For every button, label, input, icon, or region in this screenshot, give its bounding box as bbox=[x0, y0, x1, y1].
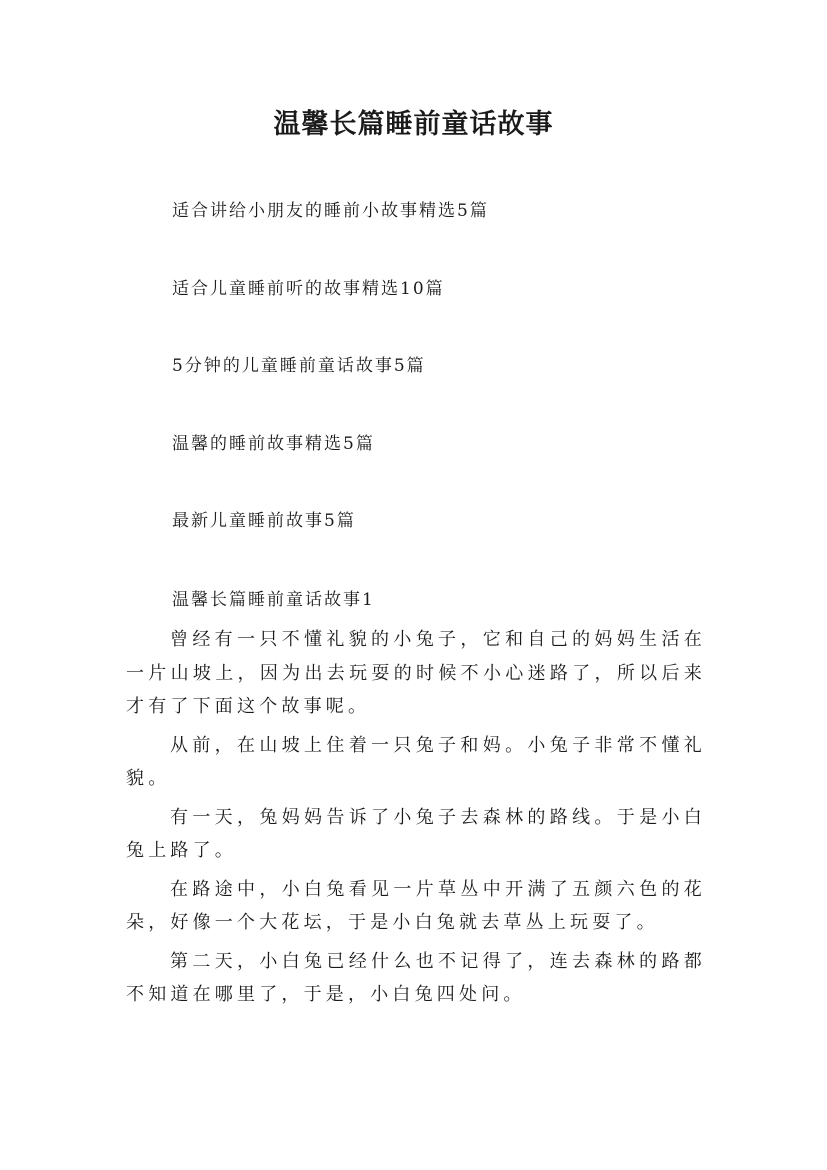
toc-item: 温馨的睡前故事精选5篇 bbox=[172, 433, 375, 454]
toc-item: 最新儿童睡前故事5篇 bbox=[172, 511, 356, 531]
toc-item: 5分钟的儿童睡前童话故事5篇 bbox=[172, 356, 426, 376]
paragraph: 有一天，兔妈妈告诉了小兔子去森林的路线。于是小白兔上路了。 bbox=[126, 806, 706, 861]
toc-list bbox=[172, 196, 489, 584]
paragraph: 第二天，小白兔已经什么也不记得了，连去森林的路都不知道在哪里了，于是，小白兔四处问。 bbox=[126, 950, 706, 1005]
toc-item: 适合讲给小朋友的睡前小故事精选5篇 bbox=[172, 201, 489, 221]
story-body bbox=[126, 623, 706, 1017]
paragraph: 曾经有一只不懂礼貌的小兔子，它和自己的妈妈生活在一片山坡上，因为出去玩耍的时候不小心迷路了，所以后来才有了下面这个故事呢。 bbox=[126, 629, 706, 717]
story-heading: 温馨长篇睡前童话故事1 bbox=[172, 590, 375, 610]
document-title: 温馨长篇睡前童话故事 bbox=[273, 109, 554, 140]
toc-item: 适合儿童睡前听的故事精选10篇 bbox=[172, 278, 445, 299]
paragraph: 从前，在山坡上住着一只兔子和妈。小兔子非常不懂礼貌。 bbox=[126, 734, 706, 789]
paragraph: 在路途中，小白兔看见一片草丛中开满了五颜六色的花朵，好像一个大花坛，于是小白兔就去草丛上玩耍了。 bbox=[126, 878, 706, 933]
